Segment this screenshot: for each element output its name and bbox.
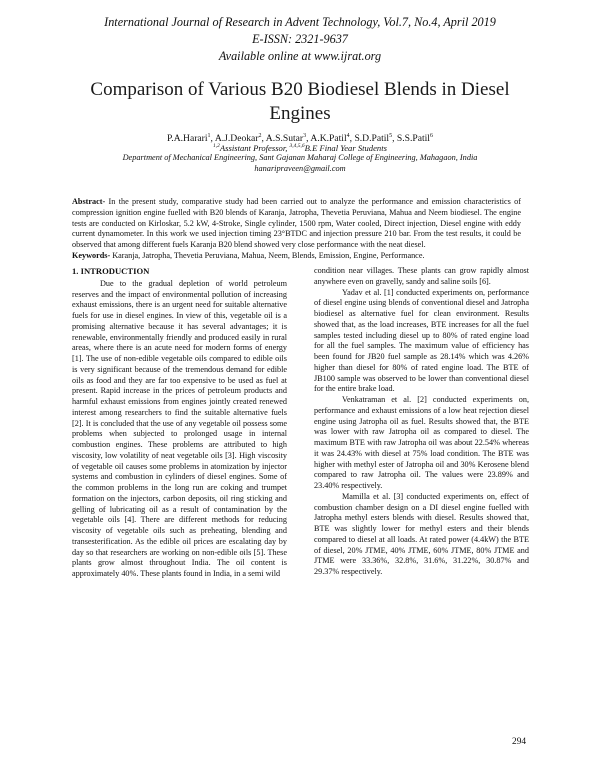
paragraph: condition near villages. These plants can grow rapidly almost anywhere even on gravelly, sandy and saline soils [6]. [314,266,529,286]
department: Department of Mechanical Engineering, Sant Gajanan Maharaj College of Engineering, Mahagaon, India [122,153,478,162]
paper-title [40,78,560,126]
paragraph: Mamilla et al. [3] conducted experiments on, effect of combustion chamber design on a DI diesel engine fuelled with Jatropha methyl esters blends with diesel. Results showed that, BTE was slightly lower for methyl esters and their blends compared to diesel at all loads. At rated power (4.4kW) the BTE of diesel, 20% JTME, 40% JTME, 60% JTME, 80% JTME and JTME were 33.36%, 32.8%, 31.6%, 31.22%, 30.87% and 29.37% respectively. [314,491,529,576]
journal-header: International Journal of Research in Advent Technology, Vol.7, No.4, April 2019 [104,15,496,29]
author-name: A.K.Patil [310,133,347,145]
role-affil-1: 1,2 [213,143,220,149]
author-name: P.A.Harari [167,133,208,145]
role-affil-2: 3,4,5,6 [289,143,305,149]
author-affil: 4 [346,133,350,139]
author-name: A.S.Sutar [265,133,304,145]
right-column [314,266,529,578]
paragraph: Due to the gradual depletion of world petroleum reserves and the impact of environmental pollution of increasing exhaust emissions, there is an urgent need for suitable alternative fuels for use in diesel engines. In view of this, vegetable oil is a promising alternative because it has several advantages; it is renewable, environmentally friendly and produced easily in rural areas, where there is an acute need for modern forms of energy [1]. The use of non-edible vegetable oils compared to edible oils is very significant because of the tremendous demand for edible oils as food and they are far too expensive to be used as fuel at present. Rapid increase in the prices of petroleum products and harmful exhaust emissions from engines jointly created renewed interest among researchers to find the suitable alternative fuels [2]. It is concluded that the use of any vegetable oil possess some problems when subjected to prolonged usage in internal combustion engines. These problems are attributed to high viscosity, low volatility of neat vegetable oils [3]. High viscosity of vegetable oil causes some problems in atomization by injector systems and combustion in cylinders of diesel engines. Some of the common problems in the long run are coking and trumpet formation on the injectors, carbon deposits, oil ring sticking and gelling of lubricating oil as a result of contamination by the vegetable oils [4]. There are different methods for reducing viscosity of vegetable oils such as preheating, blending and transesterification. As the edible oil prices are escalating day by day so that researchers are working on non-edible oils [5]. These plants grow almost throughout India. The oil content is approximately 40%. These plants found in India, in a semi wild [72,278,287,578]
author-name: S.S.Patil [396,133,430,145]
author-affil: 1 [207,133,211,139]
issn-line: E-ISSN: 2321-9637 [252,32,348,46]
title-line-1: Comparison of Various B20 Biodiesel Blends in Diesel [90,79,510,100]
author-affil: 5 [389,133,393,139]
paragraph: Yadav et al. [1] conducted experiments on, performance of diesel engine using blends of conventional diesel and Jatropha biodiesel as alternative fuel for clean environment. Results showed that, as the load increases, BTE increases for all the fuel samples tested including diesel up to 80% of rated engine load for all the fuel samples. The maximum value of efficiency has been found for JB20 fuel sample as 28.14% which was 4.26% higher than diesel for 80% of rated engine load. The BTE of JB100 sample was observed to be lower than conventional diesel for the entire brake load. [314,287,529,394]
section-heading: 1. INTRODUCTION [72,266,150,276]
author-list: P.A.Harari$^1$, A.J.Deokar$^2$, A.S.Sutar$^3$, A.K.Patil$^4$, S.D.Patil$^5$, S.S.Patil$^6$ [167,133,433,145]
page-number: 294 [512,737,527,747]
author-affil: 3 [303,133,307,139]
email: hanaripraveen@gmail.com [254,164,346,173]
online-line: Available online at www.ijrat.org [218,49,382,63]
paragraph: Venkatraman et al. [2] conducted experiments on, performance and exhaust emissions of a low heat rejection diesel engine using Jatropha oil as fuel. Results showed that, the BTE was lower with raw Jatropha oil as compared to diesel. The maximum BTE with raw Jatropha oil was about 22.54% whereas it was 24.43% with diesel at 75% load condition. The BTE was higher with methyl ester of Jatropha oil and 30% Kerosene blend compared to raw Jatropha oil. The values were 23.89% and 23.40% respectively. [314,395,529,490]
author-name: S.D.Patil [354,133,390,145]
author-affil: 6 [429,133,433,139]
keywords-text: Karanja, Jatropha, Thevetia Peruviana, Mahua, Neem, Blends, Emission, Engine, Performance. [110,250,425,260]
abstract [72,197,521,262]
role-2: B.E Final Year Students [304,142,387,153]
abstract-label: Abstract- [72,197,106,206]
author-name: A.J.Deokar [214,133,259,145]
author-affil: 2 [258,133,262,139]
role-1: Assistant Professor, [219,142,290,153]
left-column [72,266,287,580]
abstract-text: In the present study, comparative study had been carried out to analyze the performance and emission characteristics of compression ignition engine fuelled with B20 blends of Karanja, Jatropha, Thevetia Peruviana, Mahua and Neem biodiesel. The engine tests are conducted on Kirloskar, 5.2 kW, 4-Stroke, Single cylinder, 1500 rpm, Water cooled, Direct injection, Diesel engine with eddy current dynamometer. In this work we used injection timing 23°BTDC and injection pressure 210 bar. From the test results, it could be observed that among different fuels Karanja B20 blend showed very close performance with the neat diesel. [72,197,521,250]
keywords-label: Keywords- [72,250,111,260]
title-line-2: Engines [269,103,331,124]
